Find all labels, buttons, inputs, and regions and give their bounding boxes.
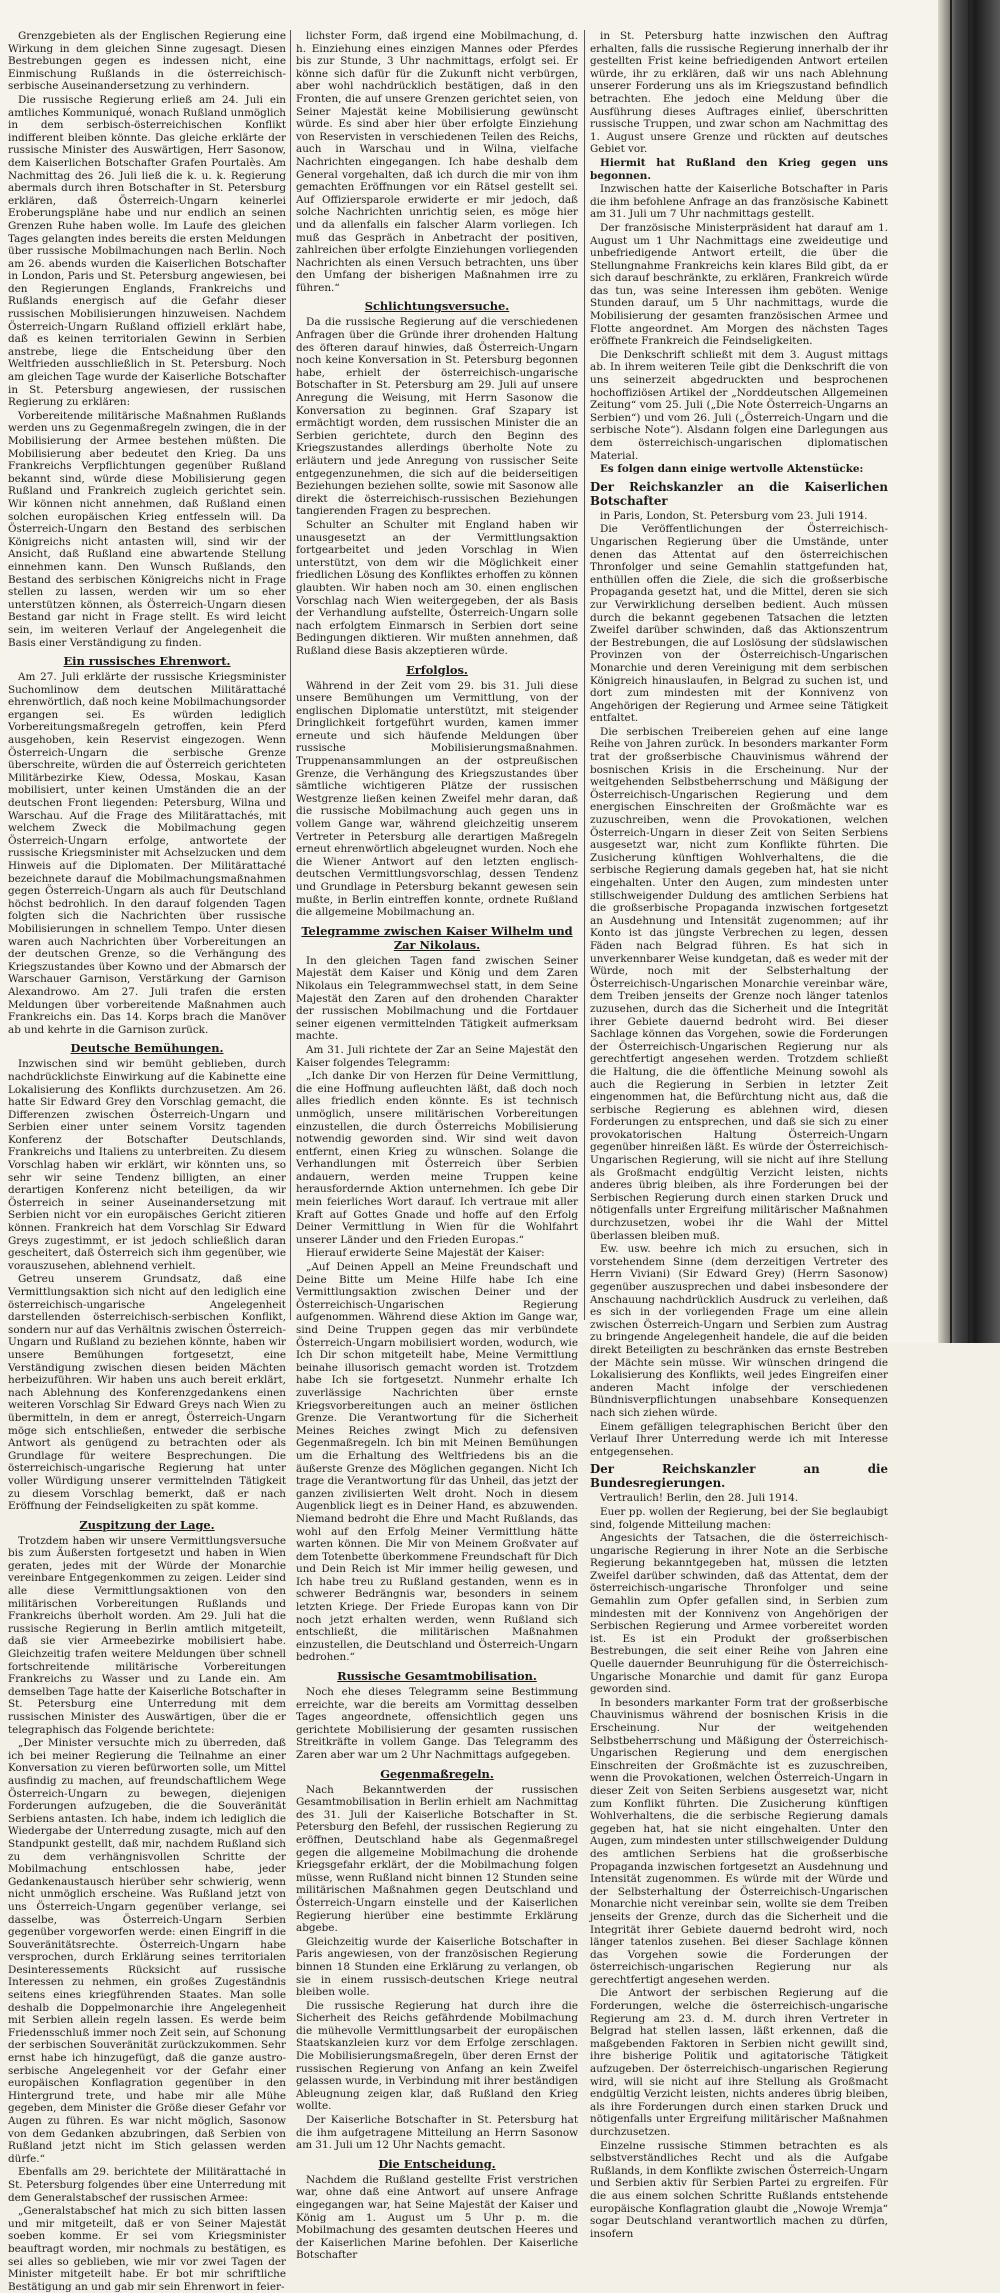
paragraph: Die Veröffentlichungen der Österreichisch-Ungarischen Regierung über die Umstände, unter denen das Attentat auf den österreichischen Thronfolger und seine Gemahlin stattgefunden hat, enthüllen offen die Ziele, die sich die großserbische Propaganda gesetzt hat, und die Mittel, deren sie sich zur Verwirklichung derselben bedient. Auch müssen durch die bekannt gegebenen Tatsachen die letzten Zweifel darüber schwinden, daß das Aktionszentrum der Bestrebungen, die auf Loslösung der südslawischen Provinzen von der Österreichisch-Ungarischen Monarchie und deren Vereinigung mit dem serbischen Königreich hinauslaufen, in Belgrad zu suchen ist, und dort zum mindesten mit der Konnivenz von Angehörigen der Regierung und Armee seine Tätigkeit entfaltet. [590,523,888,725]
binding-edge-line [950,0,952,1343]
paragraph: Euer pp. wollen der Regierung, bei der Sie beglaubigt sind, folgende Mitteilung machen: [590,1505,888,1531]
paragraph: Die russische Regierung hat durch ihre die Sicherheit des Reichs gefährdende Mobilmachung die mühevolle Vermittlungsarbeit der europäischen Staatskanzleien kurz vor dem Erfolge zerschlagen. Die Mobilisierungsmaßregeln, über deren Ernst der russischen Regierung von Anfang an kein Zweifel gelassen wurde, in Verbindung mit ihrer beständigen Ableugnung zeigen klar, daß Rußland den Krieg wollte. [296,1999,578,2113]
paragraph: in Paris, London, St. Petersburg vom 23. Juli 1914. [600,509,868,522]
column-2 [296,30,578,2262]
paragraph: Hierauf erwiderte Seine Majestät der Kaiser: [306,1247,545,1260]
paragraph: Einzelne russische Stimmen betrachten es als selbstverständliches Recht und als die Aufgabe Rußlands, in dem Konflikte zwischen Österreich-Ungarn und Serbien aktiv für Serbien Partei zu ergreifen. Für die aus einem solchen Schritte Rußlands entstehende europäische Konflagration glaubt die „Nowoje Wremja“ sogar Deutschland verantwortlich machen zu dürfen, insofern [590,2139,888,2240]
paragraph: Inzwischen hatte der Kaiserliche Botschafter in Paris die ihm befohlene Anfrage an das französische Kabinett am 31. Juli um 7 Uhr nachmittags gestellt. [590,183,888,221]
paragraph: Grenzgebieten als der Englischen Regierung eine Wirkung in dem gleichen Sinne zugesagt. Diesen Bestrebungen gegen es indessen nicht, eine Einmischung Rußlands in die österreichisch-serbische Auseinandersetzung zu verhindern. [8,30,286,93]
document-heading: Der Reichskanzler an die Kaiserlichen Botschafter [590,479,888,508]
document-heading: Der Reichskanzler an die Bundesregierungen. [590,1462,888,1491]
paragraph: Die serbischen Treibereien gehen auf eine lange Reihe von Jahren zurück. In besonders markanter Form trat der großserbische Chauvinismus während der bosnischen Krisis in die Erscheinung. Nur der weitgehenden Selbstbeherrschung und Mäßigung der Österreichisch-Ungarischen Regierung und dem energischen Einschreiten der Großmächte war es zuzuschreiben, wenn die Provokationen, welchen Österreich-Ungarn in dieser Zeit von Seiten Serbiens ausgesetzt war, nicht zum Konflikte führten. Die Zusicherung künftigen Wohlverhaltens, die die serbische Regierung damals gegeben hat, hat sie nicht eingehalten. Unter den Augen, zum mindesten unter stillschweigender Duldung des amtlichen Serbiens hat die großserbische Propaganda inzwischen fortgesetzt an Ausdehnung und Intensität zugenommen; auf ihr Konto ist das jüngste Verbrechen zu legen, dessen Fäden nach Belgrad führen. Es hat sich in unverkennbarer Weise kundgetan, daß es weder mit der Würde, noch mit der Selbsterhaltung der Österreichisch-Ungarischen Monarchie vereinbar wäre, dem Treiben jenseits der Grenze noch länger tatenlos zuzusehen, durch das die Sicherheit und die Integrität ihrer Gebiete dauernd bedroht wird. Bei dieser Sachlage können das Vorgehen, sowie die Forderungen der Österreichisch-Ungarischen Regierung nur als gerechtfertigt angesehen werden. Trotzdem schließt die Haltung, die die öffentliche Meinung sowohl als auch die Regierung in Serbien in letzter Zeit eingenommen hat, die Befürchtung nicht aus, daß die serbische Regierung es ablehnen wird, diesen Forderungen zu entsprechen, und daß sie sich zu einer provokatorischen Haltung Österreich-Ungarn gegenüber hinreißen läßt. Es würde der Österreichisch-Ungarischen Regierung, will sie nicht auf ihre Stellung als Großmacht endgültig Verzicht leisten, nichts anderes übrig bleiben, als ihre Forderungen bei der Serbischen Regierung durch einen starken Druck und nötigenfalls unter Ergreifung militärischer Maßnahmen durchzusetzen, wobei ihr die Wahl der Mittel überlassen bleiben muß. [590,725,888,1242]
paragraph: Schulter an Schulter mit England haben wir unausgesetzt an der Vermittlungsaktion fortgearbeitet und jeden Vorschlag in Wien unterstützt, von dem wir die Möglichkeit einer friedlichen Lösung des Konfliktes erhoffen zu können glaubten. Wir haben noch am 30. einen englischen Vorschlag nach Wien weitergegeben, der als Basis der Verhandlung aufstellte, Österreich-Ungarn solle nach erfolgtem Einmarsch in Serbien dort seine Bedingungen diktieren. Wir mußten annehmen, daß Rußland diese Basis akzeptieren würde. [296,518,578,657]
section-heading: Schlichtungsversuche. [364,299,510,314]
paragraph: Vertraulich! Berlin, den 28. Juli 1914. [600,1492,799,1505]
binding-edge-line [968,0,970,1343]
paragraph: Da die russische Regierung auf die verschiedenen Anfragen über die Gründe ihrer drohenden Haltung des öfteren darauf hinwies, daß Österreich-Ungarn noch keine Konversation in St. Petersburg begonnen habe, erhielt der österreichisch-ungarische Botschafter in St. Petersburg am 29. Juli auf unsere Anregung die Weisung, mit Herrn Sasonow die Konversation zu beginnen. Graf Szapary ist ermächtigt worden, dem russischen Minister die an Serbien gerichtete, durch den Beginn des Kriegszustandes allerdings überholte Note zu erläutern und jede Anregung von russischer Seite entgegenzunehmen, die sich auf die beiderseitigen Beziehungen beziehen sollte, sowie mit Sasonow alle direkt die österreichisch-russischen Beziehungen tangierenden Fragen zu besprechen. [296,316,578,518]
section-heading: Die Entscheidung. [378,2156,496,2171]
paragraph: Getreu unserem Grundsatz, daß eine Vermittlungsaktion sich nicht auf den lediglich eine österreichisch-ungarische Angelegenheit darstellenden österreichisch-serbischen Konflikt, sondern nur auf das Verhältnis zwischen Österreich-Ungarn und Rußland zu beziehen könnte, haben wir unsere Bemühungen fortgesetzt, eine Verständigung zwischen diesen beiden Mächten herbeizuführen. Wir haben uns auch bereit erklärt, nach Ablehnung des Konferenzgedankens einen weiteren Vorschlag Sir Edward Greys nach Wien zu übermitteln, in dem er anregt, Österreich-Ungarn möge sich entschließen, entweder die serbische Antwort als genügend zu betrachten oder als Grundlage für weitere Besprechungen. Die österreichisch-ungarische Regierung hat unter voller Würdigung unserer vermittelnden Tätigkeit zu diesem Vorschlag bemerkt, daß er nach Eröffnung der Feindseligkeiten zu spät komme. [8,1273,286,1513]
paragraph: Vorbereitende militärische Maßnahmen Rußlands werden uns zu Gegenmaßregeln zwingen, die in der Mobilisierung der Armee bestehen müßten. Die Mobilisierung aber bedeutet den Krieg. Da uns Frankreichs Verpflichtungen gegenüber Rußland bekannt sind, würde diese Mobilisierung gegen Rußland und Frankreich zugleich gerichtet sein. Wir können nicht annehmen, daß Rußland einen solchen europäischen Krieg entfesseln will. Da Österreich-Ungarn den Bestand des serbischen Königreichs nicht antasten will, sind wir der Ansicht, daß Rußland eine abwartende Stellung einnehmen kann. Den Wunsch Rußlands, den Bestand des serbischen Königreichs nicht in Frage stellen zu lassen, werden wir um so eher unterstützen können, als Österreich-Ungarn diesen Bestand gar nicht in Frage stellt. Es wird leicht sein, im weiteren Verlauf der Angelegenheit die Basis einer Verständigung zu finden. [8,409,286,649]
paragraph: Inzwischen sind wir bemüht geblieben, durch nachdrücklichste Einwirkung auf die Kabinette eine Lokalisierung des Konflikts durchzusetzen. Am 26. hatte Sir Edward Grey den Vorschlag gemacht, die Differenzen zwischen Österreich-Ungarn und Serbien einer unter seinem Vorsitz tagenden Konferenz der Botschafter Deutschlands, Frankreichs und Italiens zu unterbreiten. Zu diesem Vorschlag haben wir erklärt, wir könnten uns, so sehr wir seine Tendenz billigten, an einer derartigen Konferenz nicht beteiligen, da wir Österreich in seiner Auseinandersetzung mit Serbien nicht vor ein europäisches Gericht zitieren können. Frankreich hat dem Vorschlag Sir Edward Greys zugestimmt, er ist jedoch schließlich daran gescheitert, daß Österreich sich ihm gegenüber, wie vorauszusehen, ablehnend verhielt. [8,1058,286,1272]
paragraph: Trotzdem haben wir unsere Vermittlungsversuche bis zum Äußersten fortgesetzt und haben in Wien geraten, jedes mit der Würde der Monarchie vereinbare Entgegenkommen zu zeigen. Leider sind alle diese Vermittlungsaktionen von den militärischen Vorbereitungen Rußlands und Frankreichs überholt worden. Am 29. Juli hat die russische Regierung in Berlin amtlich mitgeteilt, daß sie vier Armeebezirke mobilisiert habe. Gleichzeitig trafen weitere Meldungen über schnell fortschreitende militärische Vorbereitungen Frankreichs zu Wasser und zu Lande ein. Am demselben Tage hatte der Kaiserliche Botschafter in St. Petersburg eine Unterredung mit dem russischen Minister des Auswärtigen, über die er telegraphisch das Folgende berichtete: [8,1534,286,1736]
paragraph: Angesichts der Tatsachen, die die österreichisch-ungarische Regierung in ihrer Note an die Serbische Regierung bekanntgegeben hat, müssen die letzten Zweifel darüber schwinden, daß das Attentat, dem der österreichisch-ungarische Thronfolger und seine Gemahlin zum Opfer gefallen sind, in Serbien zum mindesten mit der Konnivenz von Angehörigen der Serbischen Regierung und Armee vorbereitet worden ist. Es ist ein Produkt der großserbischen Bestrebungen, die seit einer Reihe von Jahren eine Quelle dauernder Beunruhigung für die Österreichisch-Ungarische Monarchie und damit für ganz Europa geworden sind. [590,1532,888,1696]
column-1 [8,30,286,2293]
section-heading: Russische Gesamtmobilisation. [337,1669,537,1684]
paragraph: Ebenfalls am 29. berichtete der Militärattaché in St. Petersburg folgendes über eine Unterredung mit dem Generalstabschef der russischen Armee: [8,2166,286,2204]
section-heading: Deutsche Bemühungen. [70,1041,224,1056]
paragraph: lichster Form, daß irgend eine Mobilmachung, d. h. Einziehung eines einzigen Mannes oder Pferdes bis zur Stunde, 3 Uhr nachmittags, erfolgt sei. Er könne sich dafür für die Zukunft nicht verbürgen, aber wohl nachdrücklich bestätigen, daß in den Fronten, die auf unsere Grenzen gerichtet seien, von Seiner Majestät keine Mobilisierung gewünscht würde. Es sind aber hier über erfolgte Einziehung von Reservisten in verschiedenen Teilen des Reichs, auch in Warschau und in Wilna, vielfache Nachrichten eingegangen. Ich habe deshalb dem General vorgehalten, daß ich durch die mir von ihm gemachten Eröffnungen vor ein Rätsel gestellt sei. Auf Offiziersparole erwiderte er mir jedoch, daß solche Nachrichten unrichtig seien, es möge hier und da allenfalls ein falscher Alarm vorliegen. Ich muß das Gespräch in Anbetracht der positiven, zahlreichen über erfolgte Einziehungen vorliegenden Nachrichten als einen Versuch betrachten, uns über den Umfang der bisherigen Maßnahmen irre zu führen.“ [296,30,578,294]
paragraph: In den gleichen Tagen fand zwischen Seiner Majestät dem Kaiser und König und dem Zaren Nikolaus ein Telegrammwechsel statt, in dem Seine Majestät den Zaren auf den drohenden Charakter der russischen Mobilmachung und die Fortdauer seiner eigenen vermittelnden Tätigkeit aufmerksam machte. [296,954,578,1043]
section-heading: Ein russisches Ehrenwort. [63,654,231,669]
paragraph: Am 27. Juli erklärte der russische Kriegsminister Suchomlinow dem deutschen Militärattaché ehrenwörtlich, daß noch keine Mobilmachungsorder ergangen sei. Es würden lediglich Vorbereitungsmaßregeln getroffen, kein Pferd ausgehoben, kein Reservist eingezogen. Wenn Österreich-Ungarn die serbische Grenze überschreite, würden die auf Österreich gerichteten Militärbezirke Kiew, Odessa, Moskau, Kasan mobilisiert, unter keinen Umständen die an der deutschen Front liegenden: Petersburg, Wilna und Warschau. Auf die Frage des Militärattachés, mit welchem Zweck die Mobilmachung gegen Österreich-Ungarn erfolge, antwortete der russische Kriegsminister mit Achselzucken und dem Hinweis auf die Diplomaten. Der Militärattaché bezeichnete darauf die Mobilmachungsmaßnahmen gegen Österreich-Ungarn als auch für Deutschland höchst bedrohlich. In den darauf folgenden Tagen folgten sich die Nachrichten über russische Mobilisierungen in schnellem Tempo. Unter diesen waren auch Nachrichten über Vorbereitungen an der deutschen Grenze, so die Verhängung des Kriegszustandes über Kowno und der Abmarsch der Warschauer Garnison, Verstärkung der Garnison Alexandrowo. Am 27. Juli trafen die ersten Meldungen über vorbereitende Maßnahmen auch Frankreichs ein. Das 14. Korps brach die Manöver ab und kehrte in die Garnison zurück. [8,671,286,1036]
column-rule [584,30,585,1320]
paragraph: Ew. usw. beehre ich mich zu ersuchen, sich in vorstehendem Sinne (dem derzeitigen Vertreter des Herrn Viviani) (Sir Edward Grey) (Herrn Sasonow) gegenüber auszusprechen und dabei insbesondere der Anschauung nachdrücklich Ausdruck zu verleihen, daß es sich in der vorliegenden Frage um eine allein zwischen Österreich-Ungarn und Serbien zum Austrag zu bringende Angelegenheit handele, die auf die beiden direkt Beteiligten zu beschränken das ernste Bestreben der Mächte sein müsse. Wir wünschen dringend die Lokalisierung des Konflikts, weil jedes Eingreifen einer anderen Macht infolge der verschiedenen Bündnisverpflichtungen unabsehbare Konsequenzen nach sich ziehen würde. [590,1243,888,1419]
section-heading: Telegramme zwischen Kaiser Wilhelm und Zar Nikolaus. [301,923,573,952]
paragraph: Nach Bekanntwerden der russischen Gesamtmobilisation in Berlin erhielt am Nachmittag des 31. Juli der Kaiserliche Botschafter in St. Petersburg den Befehl, der russischen Regierung zu eröffnen, Deutschland habe als Gegenmaßregel gegen die allgemeine Mobilmachung die drohende Kriegsgefahr erklärt, der die Mobilmachung folgen müsse, wenn Rußland nicht binnen 12 Stunden seine militärischen Maßnahmen gegen Deutschland und Österreich-Ungarn einstelle und der Kaiserlichen Regierung hierüber eine bestimmte Erklärung abgebe. [296,1783,578,1935]
paragraph: Hiermit hat Rußland den Krieg gegen uns begonnen. [590,156,888,182]
paragraph: Die russische Regierung erließ am 24. Juli ein amtliches Kommuniqué, wonach Rußland unmöglich in dem serbisch-österreichischen Konflikt indifferent bleiben könnte. Das gleiche erklärte der russische Minister des Auswärtigen, Herr Sasonow, dem Kaiserlichen Botschafter Grafen Pourtalès. Am Nachmittag des 26. Juli ließ die k. u. k. Regierung abermals durch ihren Botschafter in St. Petersburg erklären, daß Österreich-Ungarn keinerlei Eroberungspläne habe und nur endlich an seinen Grenzen Ruhe haben wolle. Im Laufe des gleichen Tages gelangten indes bereits die ersten Meldungen über russische Mobilmachungen nach Berlin. Noch am 26. abends wurden die Kaiserlichen Botschafter in London, Paris und St. Petersburg angewiesen, bei den Regierungen Englands, Frankreichs und Rußlands energisch auf die Gefahr dieser russischen Mobilisierungen hinzuweisen. Nachdem Österreich-Ungarn Rußland offiziell erklärt habe, daß es keinen territorialen Gewinn in Serbien anstrebe, liege die Entscheidung über den Weltfrieden ausschließlich in St. Petersburg. Noch am gleichen Tage wurde der Kaiserliche Botschafter in St. Petersburg angewiesen, der russischen Regierung zu erklären: [8,93,286,409]
paragraph: in St. Petersburg hatte inzwischen den Auftrag erhalten, falls die russische Regierung innerhalb der ihr gestellten Frist keine befriedigenden Antwort erteilen würde, ihr zu erklären, daß wir uns nach Ablehnung unserer Forderung uns als im Kriegszustand befindlich betrachten. Ehe jedoch eine Meldung über die Ausführung dieses Auftrages einlief, überschritten russische Truppen, und zwar schon am Nachmittag des 1. August unsere Grenze und rückten auf deutsches Gebiet vor. [590,30,888,156]
column-3 [590,30,888,2240]
paragraph: Noch ehe dieses Telegramm seine Bestimmung erreichte, war die bereits am Vormittag desselben Tages angeordnete, offensichtlich gegen uns gerichtete Mobilisierung der gesamten russischen Streitkräfte in vollem Gange. Das Telegramm des Zaren aber war um 2 Uhr Nachmittags aufgegeben. [296,1686,578,1761]
paragraph: Der Kaiserliche Botschafter in St. Petersburg hat die ihm aufgetragene Mitteilung an Herrn Sasonow am 31. Juli um 12 Uhr Nachts gemacht. [296,2114,578,2152]
paragraph: „Der Minister versuchte mich zu überreden, daß ich bei meiner Regierung die Teilnahme an einer Konversation zu vieren befürworten solle, um Mittel ausfindig zu machen, auf freundschaftlichem Wege Österreich-Ungarn zu bewegen, diejenigen Forderungen aufzugeben, die die Souveränität Serbiens antasten. Ich habe, indem ich lediglich die Wiedergabe der Unterredung zusagte, mich auf den Standpunkt gestellt, daß mir, nachdem Rußland sich zu dem verhängnisvollen Schritte der Mobilmachung entschlossen habe, jeder Gedankenaustausch hierüber sehr schwierig, wenn nicht unmöglich erscheine. Was Rußland jetzt von uns Österreich-Ungarn gegenüber verlange, sei dasselbe, was Österreich-Ungarn Serbien gegenüber vorgeworfen werde: einen Eingriff in die Souveränitätsrechte. Österreich-Ungarn habe versprochen, durch Erklärung seines territorialen Desinteressements Rücksicht auf russische Interessen zu nehmen, ein großes Zugeständnis seitens eines kriegführenden Staates. Man solle deshalb die Doppelmonarchie ihre Angelegenheit mit Serbien allein regeln lassen. Es werde beim Friedensschluß immer noch Zeit sein, auf Schonung der serbischen Souveränität zurückzukommen. Sehr ernst habe ich hinzugefügt, daß die ganze austro-serbische Angelegenheit vor der Gefahr einer europäischen Konflagration gegenüber in den Hintergrund trete, und habe mir alle Mühe gegeben, dem Minister die Größe dieser Gefahr vor Augen zu führen. Es war nicht möglich, Sasonow von dem Gedanken abzubringen, daß Serbien von Rußland jetzt nicht im Stich gelassen werden dürfe.“ [8,1737,286,2165]
paragraph: Die Antwort der serbischen Regierung auf die Forderungen, welche die österreichisch-ungarische Regierung am 23. d. M. durch ihren Vertreter in Belgrad hat stellen lassen, läßt erkennen, daß die maßgebenden Faktoren in Serbien nicht gewillt sind, ihre bisherige Politik und agitatorische Tätigkeit aufzugeben. Der österreichisch-ungarischen Regierung wird, will sie nicht auf ihre Stellung als Großmacht endgültig Verzicht leisten, nichts anderes übrig bleiben, als ihre Forderungen durch einen starken Druck und nötigenfalls unter Ergreifung militärischer Maßnahmen durchzusetzen. [590,1987,888,2138]
paragraph: In besonders markanter Form trat der großserbische Chauvinismus während der bosnischen Krisis in die Erscheinung. Nur der weitgehenden Selbstbeherrschung und Mäßigung der Österreichisch-Ungarischen Regierung und dem energischen Einschreiten der Großmächte ist es zuzuschreiben, wenn die Provokationen, welchen Österreich-Ungarn in dieser Zeit von Seiten Serbiens ausgesetzt war, nicht zum Konflikt führten. Die Zusicherung künftigen Wohlverhaltens, die die serbische Regierung damals gegeben hat, hat sie nicht eingehalten. Unter den Augen, zum mindesten unter stillschweigender Duldung des amtlichen Serbiens hat die großserbische Propaganda inzwischen fortgesetzt an Ausdehnung und Intensität zugenommen. Es würde mit der Würde und der Selbsterhaltung der Österreichisch-Ungarischen Monarchie nicht vereinbar sein, wollte sie dem Treiben jenseits der Grenze, durch das die Sicherheit und die Integrität ihrer Gebiete dauernd bedroht wird, noch länger tatenlos zusehen. Bei dieser Sachlage können das Vorgehen sowie die Forderungen der österreichisch-ungarischen Regierung nur als gerechtfertigt angesehen werden. [590,1696,888,1986]
column-rule [290,30,291,1320]
paragraph: „Generalstabschef hat mich zu sich bitten lassen und mir mitgeteilt, daß er von Seiner Majestät soeben komme. Er sei vom Kriegsminister beauftragt worden, mir nochmals zu bestätigen, es sei alles so geblieben, wie mir vor zwei Tagen der Minister mitgeteilt habe. Er bot mir schriftliche Bestätigung an und gab mir sein Ehrenwort in feier- [8,2205,286,2293]
paragraph: „Ich danke Dir von Herzen für Deine Vermittlung, die eine Hoffnung aufleuchten läßt, daß doch noch alles friedlich enden könnte. Es ist technisch unmöglich, unsere militärischen Vorbereitungen einzustellen, die durch Österreichs Mobilisierung notwendig geworden sind. Wir sind weit davon entfernt, einen Krieg zu wünschen. Solange die Verhandlungen mit Österreich über Serbien andauern, werden meine Truppen keine herausfordernde Aktion unternehmen. Ich gebe Dir mein feierliches Wort darauf. Ich vertraue mit aller Kraft auf Gottes Gnade und hoffe auf den Erfolg Deiner Vermittlung in Wien für die Wohlfahrt unserer Länder und den Frieden Europas.“ [296,1070,578,1246]
section-heading: Zuspitzung der Lage. [79,1517,215,1532]
paragraph: Während in der Zeit vom 29. bis 31. Juli diese unsere Bemühungen um Vermittlung, von der englischen Diplomatie unterstützt, mit steigender Dringlichkeit fortgeführt wurden, kamen immer erneute und sich häufende Meldungen über russische Mobilisierungsmaßnahmen. Truppenansammlungen an der ostpreußischen Grenze, die Verhängung des Kriegszustandes über sämtliche wichtigeren Plätze der russischen Westgrenze ließen keinen Zweifel mehr daran, daß die russische Mobilmachung auch gegen uns in vollem Gange war, während gleichzeitig unserem Vertreter in Petersburg alle derartigen Maßregeln erneut ehrenwörtlich abgeleugnet wurden. Noch ehe die Wiener Antwort auf den letzten englisch-deutschen Vermittlungsvorschlag, dessen Tendenz und Grundlage in Petersburg bekannt gewesen sein mußte, in Berlin eintreffen konnte, ordnete Rußland die allgemeine Mobilmachung an. [296,679,578,919]
paragraph: Die Denkschrift schließt mit dem 3. August mittags ab. In ihrem weiteren Teile gibt die Denkschrift die von uns seinerzeit abgedruckten und besprochenen hochoffiziösen Artikel der „Norddeutschen Allgemeinen Zeitung“ vom 25. Juli („Die Note Österreich-Ungarns an Serbien“) und vom 26. Juli („Österreich-Ungarn und die serbische Note“). Alsdann folgen eine Darlegungen aus dem österreichisch-ungarischen diplomatischen Material. [590,348,888,462]
paragraph: Gleichzeitig wurde der Kaiserliche Botschafter in Paris angewiesen, von der französischen Regierung binnen 18 Stunden eine Erklärung zu verlangen, ob sie in einem russisch-deutschen Kriege neutral bleiben wolle. [296,1935,578,1999]
section-heading: Gegenmaßregeln. [380,1766,494,1781]
paragraph: Es folgen dann einige wertvolle Aktenstücke: [600,463,864,476]
paragraph: Nachdem die Rußland gestellte Frist verstrichen war, ohne daß eine Antwort auf unsere Anfrage eingegangen war, hat Seine Majestät der Kaiser und König am 1. August um 5 Uhr p. m. die Mobilmachung des gesamten deutschen Heeres und der Kaiserlichen Marine befohlen. Der Kaiserliche Botschafter [296,2173,578,2262]
paragraph: Am 31. Juli richtete der Zar an Seine Majestät den Kaiser folgendes Telegramm: [296,1043,578,1069]
paragraph: „Auf Deinen Appell an Meine Freundschaft und Deine Bitte um Meine Hilfe habe Ich eine Vermittlungsaktion zwischen Deiner und der Österreichisch-Ungarischen Regierung aufgenommen. Während diese Aktion im Gange war, sind Deine Truppen gegen das mir verbündete Österreich-Ungarn mobilisiert worden, wodurch, wie Ich Dir schon mitgeteilt habe, Meine Vermittlung beinahe illusorisch gemacht worden ist. Trotzdem habe Ich sie fortgesetzt. Nunmehr erhalte Ich zuverlässige Nachrichten über ernste Kriegsvorbereitungen auch an meiner östlichen Grenze. Die Verantwortung für die Sicherheit Meines Reiches zwingt Mich zu defensiven Gegenmaßregeln. Ich bin mit Meinen Bemühungen um die Erhaltung des Weltfriedens bis an die äußerste Grenze des Möglichen gegangen. Nicht Ich trage die Verantwortung für das Unheil, das jetzt der ganzen zivilisierten Welt droht. Noch in diesem Augenblick liegt es in Deiner Hand, es abzuwenden. Niemand bedroht die Ehre und Macht Rußlands, das wohl auf den Erfolg Meiner Vermittlung hätte warten können. Die Mir von Meinem Großvater auf dem Totenbette überkommene Freundschaft für Dich und Dein Reich ist Mir immer heilig gewesen, und Ich habe treu zu Rußland gestanden, wenn es in schwerer Bedrängnis war, besonders in seinem letzten Kriege. Der Friede Europas kann von Dir noch jetzt erhalten werden, wenn Rußland sich entschließt, die militärischen Maßnahmen einzustellen, die Deutschland und Österreich-Ungarn bedrohen.“ [296,1261,578,1664]
section-heading: Erfolglos. [406,662,468,677]
paragraph: Der französische Ministerpräsident hat darauf am 1. August um 1 Uhr Nachmittags eine zweideutige und unbefriedigende Antwort erteilt, die über die Stellungnahme Frankreichs kein klares Bild gibt, da er sich darauf beschränkte, zu erklären, Frankreich würde das tun, was seine Interessen ihm geböten. Wenige Stunden darauf, um 5 Uhr nachmittags, wurde die Mobilisierung der gesamten französischen Armee und Flotte angeordnet. Am Morgen des nächsten Tages eröffnete Frankreich die Feindseligkeiten. [590,221,888,348]
paragraph: Einem gefälligen telegraphischen Bericht über den Verlauf Ihrer Unterredung werde ich mit Interesse entgegensehen. [590,1420,888,1458]
